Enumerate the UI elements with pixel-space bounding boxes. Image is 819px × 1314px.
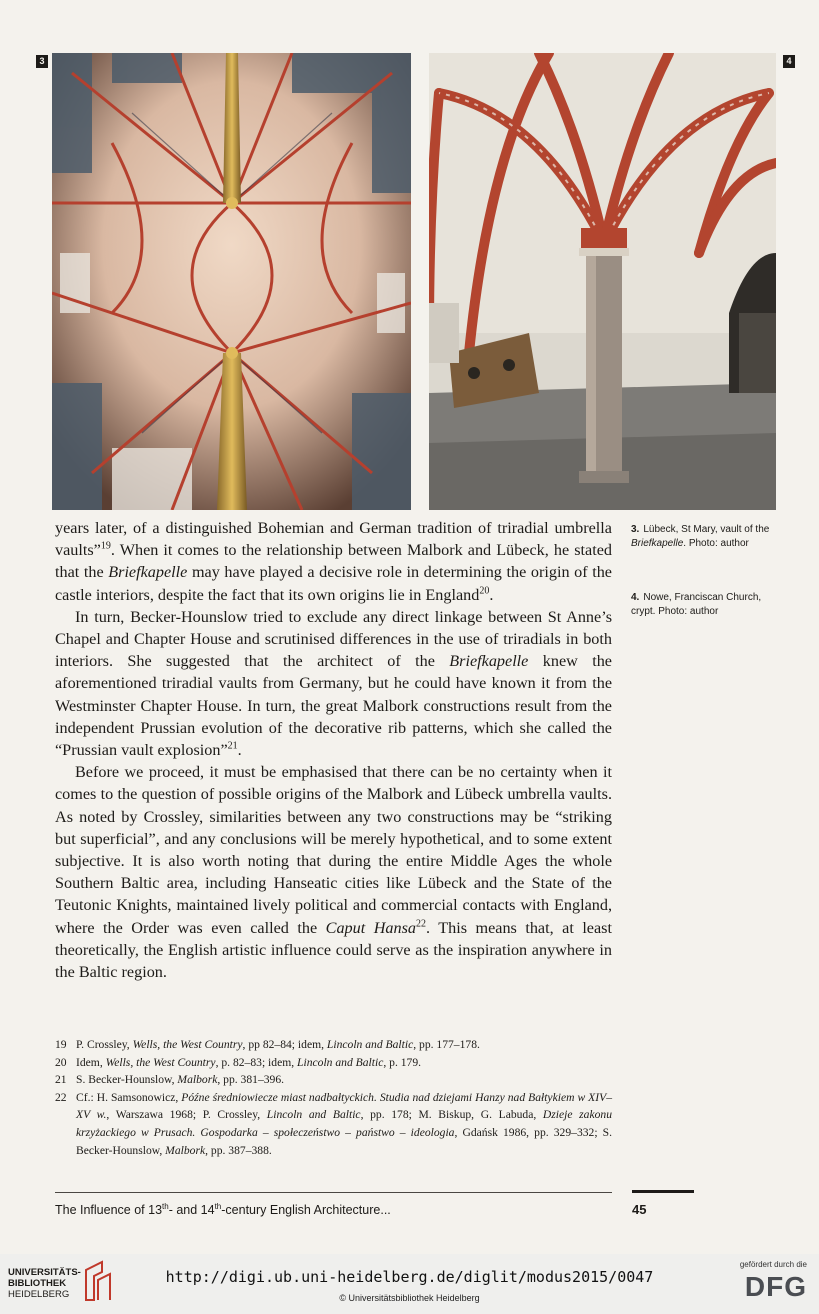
funding-note: gefördert durch die xyxy=(739,1260,807,1269)
footnote-22 xyxy=(55,1089,612,1159)
footnote-number: 20 xyxy=(55,1055,67,1069)
footnote-20 xyxy=(55,1054,612,1072)
running-head: The Influence of 13th- and 14th-century English Architecture... xyxy=(55,1202,391,1218)
footnote-text: Idem, Wells, the West Country, p. 82–83; idem, Lincoln and Baltic, p. 179. xyxy=(76,1055,422,1069)
university-library-logo-text: UNIVERSITÄTS- BIBLIOTHEK HEIDELBERG xyxy=(8,1267,81,1300)
footnote-ref-20[interactable]: 20 xyxy=(479,585,490,597)
paragraph-2: In turn, Becker-Hounslow tried to exclude any direct linkage between St Anne’s Chapel and Chapter House and scrutinised differences in the use of triradials in both interiors. She suggested that the architect of the Briefkapelle knew the aforementioned triradial vaults from Germany, but he could have known it from the Westminster Chapter House. In turn, the great Malbork constructions result from the independent Prussian evolution of the decorative rib patterns, which she called the “Prussian vault explosion”$^{21}$. xyxy=(55,607,612,760)
digitization-footer xyxy=(0,1254,819,1314)
footnotes xyxy=(55,1036,612,1159)
figure-number-3: 3 xyxy=(36,55,48,68)
copyright-notice: © Universitätsbibliothek Heidelberg xyxy=(339,1293,480,1303)
footnote-text: P. Crossley, Wells, the West Country, pp 82–84; idem, Lincoln and Baltic, pp. 177–178. xyxy=(76,1038,480,1051)
footnote-ref-19[interactable]: 19 xyxy=(100,540,111,552)
footnote-21 xyxy=(55,1071,612,1089)
caption-figure-3: 3. Lübeck, St Mary, vault of the Briefkapelle. Photo: author xyxy=(631,524,770,549)
footnote-19 xyxy=(55,1036,612,1054)
dfg-logo: DFG xyxy=(744,1271,807,1302)
figure-number-4: 4 xyxy=(783,55,795,68)
caption-figure-4: 4. Nowe, Franciscan Church, crypt. Photo: author xyxy=(631,592,762,617)
page-number: 45 xyxy=(632,1202,647,1217)
photo-nowe-crypt xyxy=(429,53,776,510)
photo-lubeck-vault xyxy=(52,53,411,510)
footnote-number: 19 xyxy=(55,1038,67,1051)
paragraph-1: years later, of a distinguished Bohemian and German tradition of triradial umbrella vaults”$^{19}$. When it comes to the relationship between Malbork and Lübeck, he stated that the Briefkapelle may have played a decisive role in determining the origin of the castle interiors, despite the fact that its own origins lie in England$^{20}$. xyxy=(55,519,612,604)
permalink-url[interactable]: http://digi.ub.uni-heidelberg.de/diglit/modus2015/0047 xyxy=(165,1268,654,1286)
footnote-ref-21[interactable]: 21 xyxy=(227,740,238,752)
footnote-number: 21 xyxy=(55,1073,67,1087)
footnote-number: 22 xyxy=(55,1090,67,1104)
footnote-ref-22[interactable]: 22 xyxy=(415,918,426,930)
paragraph-3: Before we proceed, it must be emphasised that there can be no certainty when it comes to the question of possible origins of the Malbork and Lübeck umbrella vaults. As noted by Crossley, similarities between any two constructions may be “striking but superficial”, and any conclusions will be merely hypothetical, and to some extent subjective. It is also worth noting that during the entire Middle Ages the whole Southern Baltic area, including Hanseatic cities like Lübeck and the State of the Teutonic Knights, maintained lively political and commercial contacts with England, where the Order was even called the Caput Hansa$^{22}$. This means that, at least theoretically, the English artistic influence could serve as the inspiration anywhere in the Baltic region. xyxy=(55,763,612,982)
footnote-text: Cf.: H. Samsonowicz, Późne średniowiecze miast nadbałtyckich. Studia nad dziejami Hanzy nad Bałtykiem w XIV–XV w., Warszawa 1968; P. Crossley, Lincoln and Baltic, pp. 178; M. Biskup, G. Labuda, Dzieje zakonu krzyżackiego w Prusach. Gospodarka – społeczeństwo – państwo – ideologia, Gdańsk 1986, pp. 329–332; S. Becker-Hounslow, Malbork, pp. 387–388. xyxy=(76,1090,613,1157)
footer-rule xyxy=(55,1192,612,1193)
main-text xyxy=(55,517,612,983)
footnote-text: S. Becker-Hounslow, Malbork, pp. 381–396. xyxy=(76,1073,285,1087)
page-number-rule xyxy=(632,1190,694,1193)
